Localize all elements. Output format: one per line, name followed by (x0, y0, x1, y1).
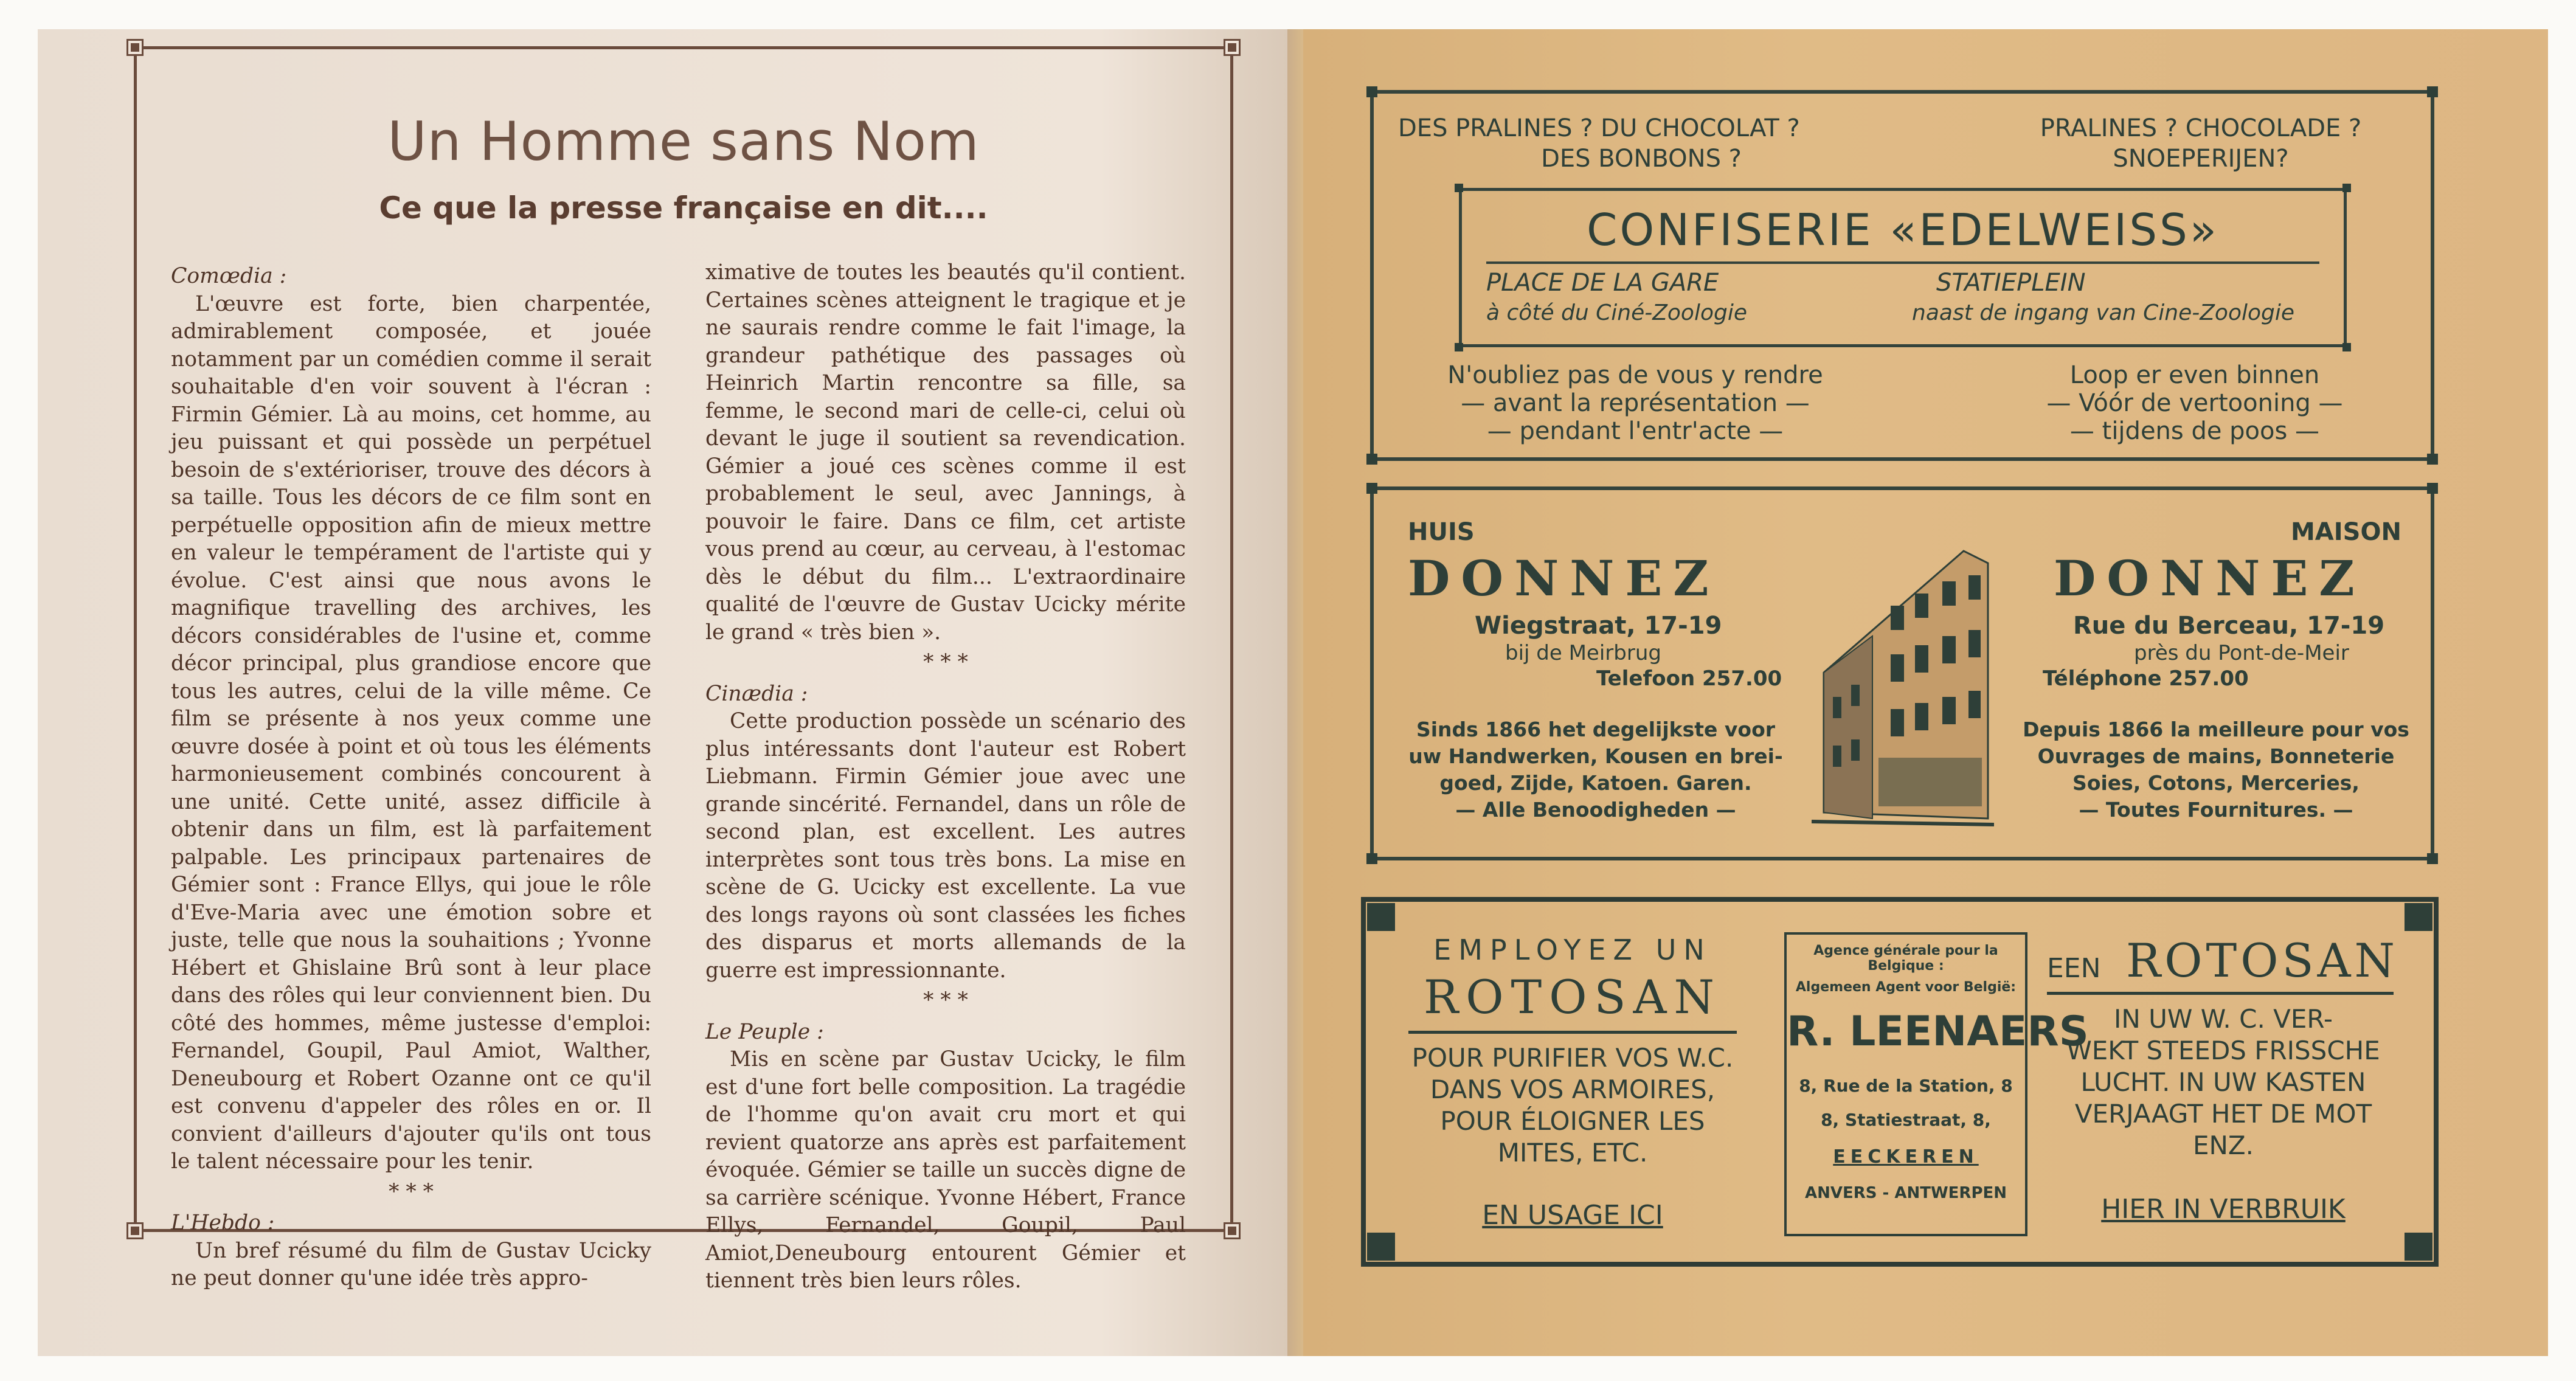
book-gutter (1287, 29, 1303, 1356)
conf-top-right-line2: SNOEPERIJEN? (2113, 145, 2289, 173)
conf-top-left-line2: DES BONBONS ? (1541, 145, 1742, 173)
donnez-left-phone: Telefoon 257.00 (1596, 666, 1782, 691)
donnez-left-label: HUIS (1408, 518, 1475, 546)
rotosan-fr-desc-4: MITES, ETC. (1497, 1138, 1648, 1168)
press-source: Cinædia : (705, 681, 808, 706)
press-source: Le Peuple : (705, 1019, 824, 1044)
conf-near-fr: à côté du Ciné-Zoologie (1486, 300, 1747, 325)
rotosan-nl-desc-2: WEKT STEEDS FRISSCHE (2066, 1036, 2380, 1065)
frame-corner-ornament (2405, 903, 2432, 931)
donnez-left-near: bij de Meirbrug (1505, 641, 1661, 665)
frame-corner-ornament (2427, 86, 2438, 97)
donnez-left-desc-4: — Alle Benoodigheden — (1455, 798, 1736, 822)
frame-corner-ornament (1455, 184, 1463, 192)
conf-bottom-nl-3: — tijdens de poos — (2069, 417, 2320, 445)
donnez-right-desc-2: Ouvrages de mains, Bonneterie (2037, 744, 2395, 768)
rotosan-fr-desc-2: DANS VOS ARMOIRES, (1430, 1075, 1716, 1104)
conf-bottom-fr-2: — avant la représentation — (1461, 389, 1810, 417)
rotosan-nl-desc-5: ENZ. (2192, 1130, 2254, 1160)
divider (2047, 992, 2394, 995)
rotosan-nl-desc-1: IN UW W. C. VER- (2113, 1004, 2333, 1034)
conf-bottom-nl-2: — Vóór de vertooning — (2046, 389, 2343, 417)
donnez-left-name: DONNEZ (1408, 550, 1720, 607)
article-column-right (705, 259, 1186, 1295)
shop-building-illustration (1812, 527, 1994, 831)
frame-corner-ornament (2405, 1233, 2432, 1261)
conf-bottom-fr-3: — pendant l'entr'acte — (1487, 417, 1784, 445)
agent-panel (1784, 932, 2089, 1236)
rotosan-fr-footer: EN USAGE ICI (1482, 1200, 1663, 1231)
divider (1408, 1031, 1737, 1034)
rotosan-nl-footer: HIER IN VERBRUIK (2101, 1194, 2346, 1225)
confiserie-advert (1370, 90, 2434, 461)
frame-corner-ornament (2427, 483, 2438, 494)
section-separator: * * * (923, 988, 968, 1012)
frame-corner-ornament (1225, 41, 1239, 54)
article-subtitle: Ce que la presse française en dit.... (379, 190, 988, 226)
donnez-right-name: DONNEZ (2054, 550, 2366, 607)
donnez-right-address: Rue du Berceau, 17-19 (2073, 612, 2385, 640)
press-quote: Mis en scène par Gustav Ucicky, le film est d'une fort belle composition. La tragédie de l'homme qu'on avait cru mort et qui revient quatorze ans après est parfaitement évoquée. Gémier se taille un succès digne de sa carrière scénique. Yvonne Hébert, France Ellys, Fernandel, Goupil, Paul Amiot,Deneubourg entourent Gémier et tiennent très bien leurs rôles. (705, 1047, 1186, 1293)
rotosan-advert (1361, 897, 2439, 1267)
frame-corner-ornament (2342, 343, 2351, 351)
conf-place-nl: STATIEPLEIN (1936, 269, 2086, 297)
rotosan-fr-desc-1: POUR PURIFIER VOS W.C. (1411, 1043, 1734, 1073)
donnez-right-near: près du Pont-de-Meir (2134, 641, 2349, 665)
frame-corner-ornament (1366, 483, 1377, 494)
conf-place-fr: PLACE DE LA GARE (1486, 269, 1719, 297)
rotosan-fr-employez: EMPLOYEZ UN (1433, 933, 1712, 966)
press-source: L'Hebdo : (171, 1211, 275, 1235)
press-quote: Un bref résumé du film de Gustav Ucicky ne peut donner qu'une idée très appro- (171, 1238, 651, 1290)
conf-near-nl: naast de ingang van Cine-Zoologie (1912, 300, 2294, 325)
conf-top-left-line1: DES PRALINES ? DU CHOCOLAT ? (1398, 114, 1800, 142)
agent-address-fr: 8, Rue de la Station, 8 (1799, 1076, 2013, 1096)
agent-name: R. LEENAERS (1787, 1008, 2089, 1056)
donnez-right-desc-4: — Toutes Fournitures. — (2079, 798, 2353, 822)
frame-corner-ornament (1366, 454, 1377, 465)
conf-bottom-fr-1: N'oubliez pas de vous y rendre (1447, 361, 1823, 389)
divider (1486, 261, 2319, 264)
conf-name-panel (1459, 188, 2347, 347)
article-frame (134, 46, 1233, 1293)
agent-city: EECKEREN (1833, 1146, 1979, 1168)
conf-top-right-line1: PRALINES ? CHOCOLADE ? (2040, 114, 2362, 142)
section-separator: * * * (389, 1179, 434, 1204)
article-title: Un Homme sans Nom (387, 110, 980, 173)
press-source: Comœdia : (171, 264, 287, 288)
donnez-left-desc-2: uw Handwerken, Kousen en brei- (1408, 744, 1783, 768)
agent-region: ANVERS - ANTWERPEN (1804, 1184, 2007, 1202)
frame-corner-ornament (2342, 184, 2351, 192)
frame-corner-ornament (128, 41, 142, 54)
press-quote: L'œuvre est forte, bien charpentée, admirablement composée, et jouée notamment par un comédien comme il serait souhaitable d'en voir souvent à l'écran : Firmin Gémier. Là au moins, cet homme, au jeu puissant et qui possède un perpétuel besoin de s'extérioriser, trouve des décors à sa taille. Tous les décors de ce film sont en perpétuelle opposition afin de mieux mettre en valeur le tempérament de l'artiste qui y évolue. C'est ainsi que nous avons le magnifique travelling des archives, les décors considérables de l'usine et, comme décor principal, plus grandiose encore que tous les autres, celui de la ville même. Ce film se présente à nos yeux comme une œuvre dosée à point et où tous les éléments harmonieusement combinés concourent à une unité. Cette unité, assez difficile à obtenir dans un film, est là parfaitement palpable. Les principaux partenaires de Gémier sont : France Ellys, qui joue le rôle d'Eve-Maria avec une émotion sobre et juste, telle que nous la souhaitions ; Yvonne Hébert et Ghislaine Brû sont à leur place dans des rôles qui leur conviennent bien. Du côté des hommes, même justesse d'emploi: Fernandel, Goupil, Paul Amiot, Walther, Deneubourg et Robert Ozanne ont ce qu'il est convenu d'appeler des rôles en or. Il convient d'ailleurs d'ajouter qu'ils ont tous le talent nécessaire pour les tenir. (171, 291, 651, 1174)
donnez-right-label: MAISON (2291, 518, 2401, 546)
rotosan-nl-brand: ROTOSAN (2126, 933, 2398, 988)
section-separator: * * * (923, 650, 968, 674)
article-column-left (171, 259, 651, 1293)
rotosan-nl-een: EEN (2047, 953, 2101, 984)
donnez-left-desc-1: Sinds 1866 het degelijkste voor (1416, 718, 1776, 741)
agent-address-nl: 8, Statiestraat, 8, (1821, 1110, 1991, 1130)
frame-corner-ornament (2427, 853, 2438, 864)
agent-agency-fr: Agence générale pour la Belgique : (1813, 943, 1998, 974)
rotosan-fr-brand: ROTOSAN (1424, 970, 1722, 1024)
frame-corner-ornament (1367, 1233, 1395, 1261)
frame-corner-ornament (1366, 853, 1377, 864)
donnez-right-desc-1: Depuis 1866 la meilleure pour vos (2023, 718, 2409, 741)
conf-bottom-nl-1: Loop er even binnen (2069, 361, 2320, 389)
donnez-advert (1370, 486, 2434, 860)
rotosan-nl-desc-4: VERJAAGT HET DE MOT (2074, 1099, 2372, 1129)
frame-corner-ornament (1225, 1224, 1239, 1237)
frame-corner-ornament (2427, 454, 2438, 465)
conf-shop-name: CONFISERIE «EDELWEISS» (1587, 204, 2219, 255)
donnez-right-phone: Téléphone 257.00 (2043, 666, 2249, 691)
rotosan-nl-desc-3: LUCHT. IN UW KASTEN (2080, 1067, 2366, 1097)
rotosan-fr-desc-3: POUR ÉLOIGNER LES (1440, 1106, 1705, 1136)
frame-corner-ornament (1455, 343, 1463, 351)
donnez-left-address: Wiegstraat, 17-19 (1475, 612, 1722, 640)
donnez-left-desc-3: goed, Zijde, Katoen. Garen. (1439, 771, 1752, 795)
agent-agency-nl: Algemeen Agent voor België: (1795, 980, 2017, 995)
frame-corner-ornament (1366, 86, 1377, 97)
press-quote: ximative de toutes les beautés qu'il contient. Certaines scènes atteignent le tragique et je ne saurais rendre comme le fait l'image, la grandeur pathétique des passages où Heinrich Martin rencontre sa fille, sa femme, le second mari de celle-ci, celui où devant le juge il soutient sa revendication. Gémier a joué ces scènes comme il est probablement le seul, avec Jannings, à pouvoir le faire. Dans ce film, cet artiste vous prend au cœur, au cerveau, à l'estomac dès le début du film... L'extraordinaire qualité de l'œuvre de Gustav Ucicky mérite le grand « très bien ». (705, 260, 1186, 645)
frame-corner-ornament (1367, 903, 1395, 931)
donnez-right-desc-3: Soies, Cotons, Merceries, (2072, 771, 2360, 795)
press-quote: Cette production possède un scénario des plus intéressants dont l'auteur est Robert Liebmann. Firmin Gémier joue avec une grande sincérité. Fernandel, dans un rôle de second plan, est excellent. Les autres interprètes sont tous très bons. La mise en scène de G. Ucicky est excellente. La vue des longs rayons où sont classées les fiches des disparus et morts allemands de la guerre est impressionnante. (705, 709, 1186, 983)
frame-corner-ornament (128, 1224, 142, 1237)
